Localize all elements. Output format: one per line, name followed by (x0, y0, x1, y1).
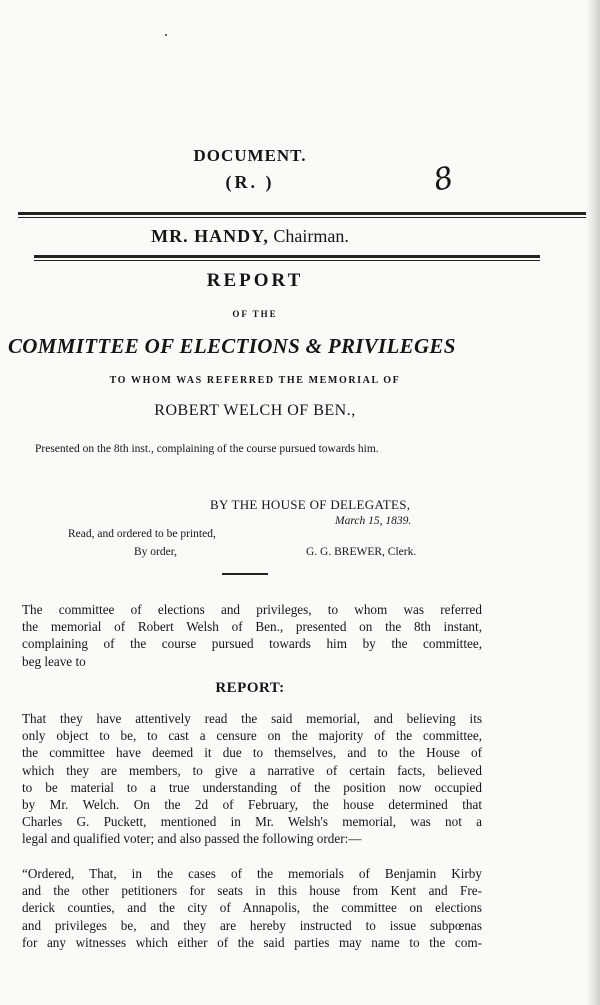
text-line: beg leave to (22, 653, 86, 669)
text-line: complaining of the course pursued towards him by the committee, (22, 636, 482, 652)
text-line: derick counties, and the city of Annapolis, the committee on elections (22, 900, 482, 916)
order-paragraph (22, 865, 482, 951)
chairman-name: MR. HANDY, (151, 226, 269, 246)
text-line: only object to be, to cast a censure on the majority of the committee, (22, 728, 482, 744)
main-paragraph (22, 710, 482, 848)
house-of-delegates: BY THE HOUSE OF DELEGATES, (210, 497, 411, 512)
chairman-line (0, 226, 500, 247)
text-line: and privileges be, and they are hereby instructed to issue subpœnas (22, 917, 482, 933)
text-line: The committee of elections and privileges, to whom was referred (22, 602, 482, 617)
chairman-role: Chairman. (273, 226, 349, 246)
of-the-label: OF THE (232, 309, 278, 319)
report-title: REPORT (206, 270, 304, 291)
text-line: “Ordered, That, in the cases of the memorials of Benjamin Kirby (22, 866, 482, 881)
to-whom-line: TO WHOM WAS REFERRED THE MEMORIAL OF (109, 375, 401, 386)
committee-name: COMMITTEE OF ELECTIONS & PRIVILEGES (8, 334, 456, 358)
text-line: the memorial of Robert Welsh of Ben., presented on the 8th instant, (22, 619, 482, 635)
top-double-rule (18, 212, 586, 218)
text-line: Charles G. Puckett, mentioned in Mr. Welsh's memorial, was not a (22, 814, 482, 830)
text-line: the committee have deemed it due to themselves, and to the House of (22, 745, 482, 761)
document-title: DOCUMENT. (193, 146, 307, 165)
text-line: to be material to a true understanding of the position now occupied (22, 779, 482, 795)
memorialist-name: ROBERT WELCH OF BEN., (154, 402, 356, 419)
text-line: by Mr. Welch. On the 2d of February, the house determined that (22, 797, 482, 813)
intro-paragraph (22, 601, 482, 670)
text-line: which they are members, to give a narrative of certain facts, believed (22, 762, 482, 778)
handwritten-mark: 8 (430, 160, 457, 199)
report-date: March 15, 1839. (335, 515, 412, 527)
text-line: legal and qualified voter; and also passed the following order:— (22, 831, 362, 847)
by-order-line: By order, (134, 546, 177, 558)
page-edge-shadow (586, 0, 600, 1005)
report-heading: REPORT: (215, 680, 285, 696)
section-divider (222, 573, 268, 575)
text-line: for any witnesses which either of the said parties may name to the com- (22, 934, 482, 950)
clerk-signature: G. G. BREWER, Clerk. (306, 546, 417, 558)
presented-line: Presented on the 8th inst., complaining of the course pursued towards him. (35, 443, 379, 455)
second-double-rule (34, 255, 540, 261)
read-ordered-line: Read, and ordered to be printed, (68, 528, 216, 540)
document-letter: (R. ) (225, 172, 275, 192)
ink-speck (165, 34, 167, 36)
text-line: and the other petitioners for seats in this house from Kent and Fre- (22, 883, 482, 899)
text-line: That they have attentively read the said memorial, and believing its (22, 711, 482, 726)
